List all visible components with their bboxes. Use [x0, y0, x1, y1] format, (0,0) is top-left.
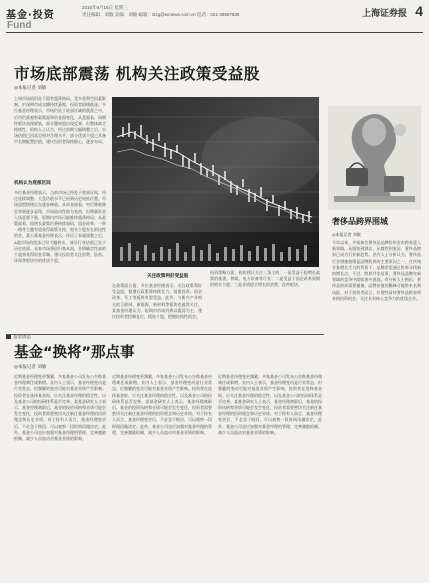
- lower-byline: ◎本报记者 刘敏: [14, 365, 47, 370]
- stock-chart-photo-graphic: [112, 97, 319, 267]
- section-tag-label: 基金动态: [13, 334, 31, 340]
- side-byline: ◎本报记者 刘敏: [332, 232, 361, 237]
- section-divider: [6, 334, 324, 335]
- luxury-illustration-graphic: [328, 106, 421, 210]
- lower-article-body-col2: 近期基金经理变更频繁，多家基金公司发布公告称基金经理离任或新增。业内人士表示，基金经理变动是行业常态，但频繁的变动可能对基金业绩产生影响。投资者在选择基金时，应关注基金经理的稳定性，以及基金公司的投研体系是否完善。某基金研究人士表示，基金经理离职后，基金的投资风格和业绩可能会发生变化，投资者需要密切关注新任基金经理的投资理念和历史业绩。对于持有人而言，基金经理变更后，不必急于赎回，可以观察一段时间再做决定。此外，基金公司也应加强对基金经理的管理，完善激励机制，减少人员流动对基金业绩的影响。: [112, 374, 212, 435]
- luxury-illustration: [328, 106, 421, 210]
- section-label: 基金·投资: [6, 10, 55, 21]
- article-body: 上周市场依旧处于弱势震荡格局，受多重利空因素影响，沪深两市成交额持续萎缩，投资者情绪低迷。多位基金经理表示，市场仍处于底部区域的震荡之中，后市仍需观察政策面和资金面变化。从盘面看，周期性板块表现疲软，部分题材股出现反弹，但整体缺乏持续性。机构人士认为，经过前期大幅调整之后，市场估值已回落至相对合理水平，部分优质个股已具备中长期配置价值，建议投资者保持耐心，逐步布局。: [14, 96, 106, 145]
- main-headline: 市场底部震荡 机构关注政策受益股: [14, 65, 260, 83]
- article-body: 在政策面方面，多位基金经理表示，关注政策利好受益股，稳增长政策将持续发力，基建投资、国企改革、军工等板块有望受益。此外，与新兴产业相关的互联网、新能源、新材料等板块也值得关注。某基金经理认为，短期内市场仍将以震荡为主，建议投资者控制仓位，精选个股，把握结构性机会。: [112, 283, 202, 320]
- stock-chart-photo: [112, 97, 319, 267]
- lower-article-body-col3: 近期基金经理变更频繁，多家基金公司发布公告称基金经理离任或新增。业内人士表示，基金经理变动是行业常态，但频繁的变动可能对基金业绩产生影响。投资者在选择基金时，应关注基金经理的稳定性，以及基金公司的投研体系是否完善。某基金研究人士表示，基金经理离职后，基金的投资风格和业绩可能会发生变化，投资者需要密切关注新任基金经理的投资理念和历史业绩。对于持有人而言，基金经理变更后，不必急于赎回，可以观察一段时间再做决定。此外，基金公司也应加强对基金经理的管理，完善激励机制，减少人员流动对基金业绩的影响。: [218, 374, 322, 435]
- main-byline: ◎本报记者 刘敏: [14, 86, 47, 91]
- lower-headline: 基金“换将”那点事: [14, 345, 135, 361]
- issue-date: 2015年9月16日 星期三: [82, 5, 128, 10]
- page-number: 4: [415, 3, 423, 19]
- masthead: 上海证券报: [361, 9, 407, 19]
- side-headline: 奢侈品跨界围城: [332, 217, 388, 226]
- article-body: 多位基金经理表示，当前市场已经处于底部区间，经过连续调整，大盘估值水平已回到历史较低位置，市场恐慌情绪正在逐步释放。从资金面看，央行降准降息效果逐步显现，市场流动性较为充裕，但增量资金入场意愿不强，短期内市场可能维持震荡格局。从政策面看，稳增长政策仍将持续加码，国企改革、一带一路等主题有望获得政策支持，相关个股存在阶段性机会。某公募基金经理表示，经历了本轮调整之后，A股市场的泡沫已经大幅挤出，部分行业估值已处于历史底部。未来市场将回归基本面，业绩确定性高的个股将获得资金青睐，建议投资者关注消费、医药、环保等板块中的优质个股。: [14, 190, 106, 264]
- article-body: 投资策略方面，机构建议关注三条主线：一是受益于稳增长政策的基建、铁路、电力设备等行业；二是受益于国企改革预期的相关个股；三是业绩稳定增长的消费、医药板块。: [210, 270, 320, 288]
- lower-article-body-col1: 近期基金经理变更频繁，多家基金公司发布公告称基金经理离任或新增。业内人士表示，基金经理变动是行业常态，但频繁的变动可能对基金业绩产生影响。投资者在选择基金时，应关注基金经理的稳定性，以及基金公司的投研体系是否完善。某基金研究人士表示，基金经理离职后，基金的投资风格和业绩可能会发生变化，投资者需要密切关注新任基金经理的投资理念和历史业绩。对于持有人而言，基金经理变更后，不必急于赎回，可以观察一段时间再做决定。此外，基金公司也应加强对基金经理的管理，完善激励机制，减少人员流动对基金业绩的影响。: [14, 374, 106, 442]
- article-subhead: 机构认为底部区间: [14, 181, 51, 186]
- article-subhead: 关注政策利好受益股: [147, 274, 189, 279]
- header-divider: [6, 32, 423, 33]
- issue-info: 责任编辑：刘敏 美编：刘敏 邮箱：stzg@scnews.com.cn 电话：021-38967538: [82, 12, 240, 17]
- side-article-body: 今年以来，多家知名奢侈品品牌纷纷宣布跨界进入新领域，从服装到酒店，从餐饮到家居，奢侈品跨界已成为行业新趋势。业内人士分析认为，奢侈品行业增速放缓是品牌跨界的主要原因之一，在传统业务增长乏力的背景下，品牌希望通过跨界寻找新的增长点。不过，跨界并非易事，奢侈品品牌在新领域的竞争中面临诸多挑战。有分析人士指出，奢侈品跨界需要谨慎，品牌价值的稀释可能带来长期风险。对于投资者而言，应理性看待奢侈品跨界带来的投资机会，关注具有核心竞争力的优质企业。: [332, 240, 421, 301]
- fund-label: Fund: [7, 20, 32, 31]
